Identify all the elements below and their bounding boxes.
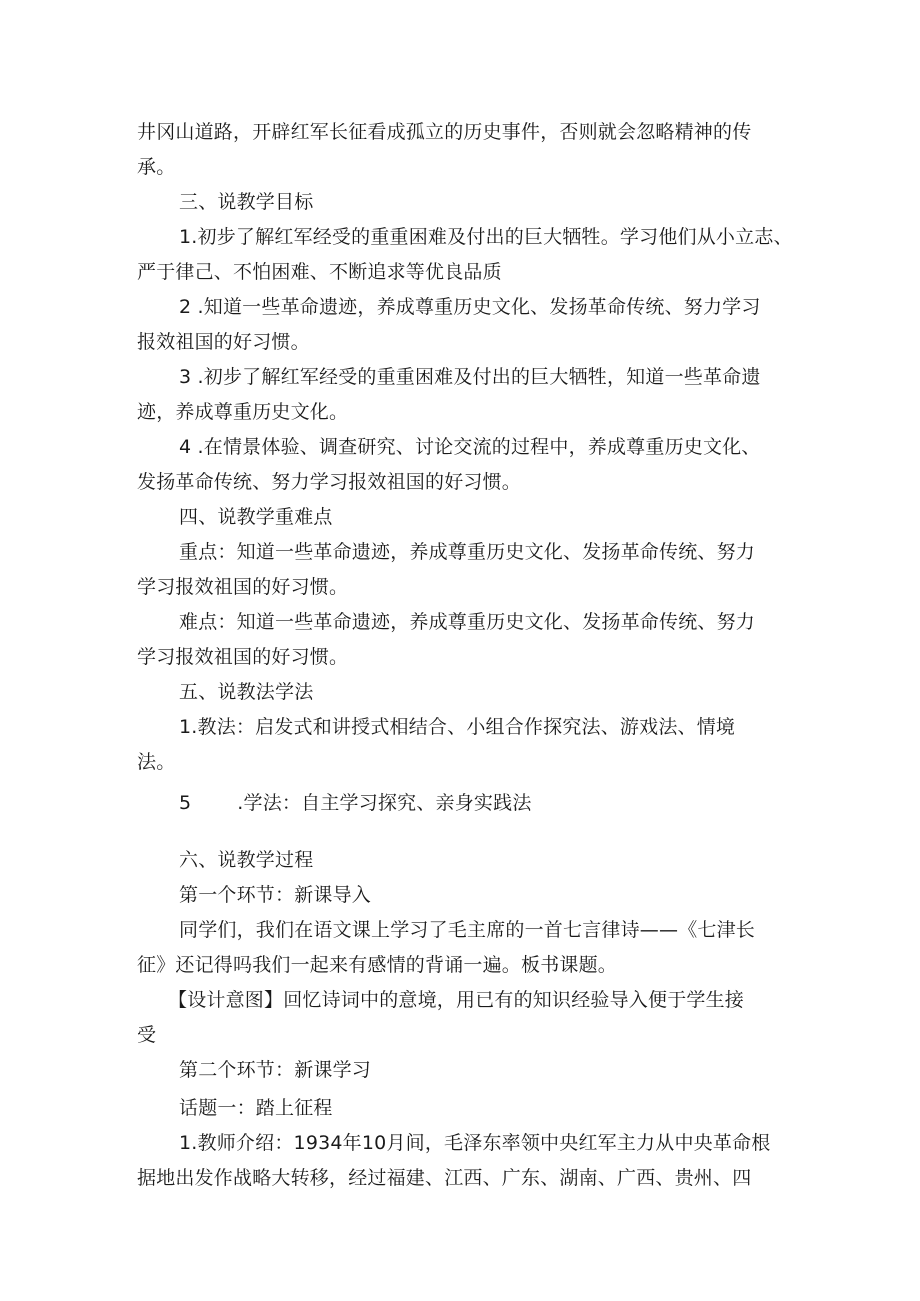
- text-line: 据地出发作战略大转移，经过福建、江西、广东、湖南、广西、贵州、四: [137, 1167, 752, 1189]
- text-line: 井冈山道路，开辟红军长征看成孤立的历史事件，否则就会忽略精神的传: [137, 121, 752, 143]
- text-line: 4 .在情景体验、调查研究、讨论交流的过程中，养成尊重历史文化、: [179, 436, 761, 458]
- text-line: 报效祖国的好习惯。: [137, 331, 310, 353]
- text-line: 重点：知道一些革命遗迹，养成尊重历史文化、发扬革命传统、努力: [179, 541, 756, 563]
- section-heading: 三、说教学目标: [179, 191, 314, 213]
- section-heading: 六、说教学过程: [179, 849, 314, 871]
- text-line: 1.教法：启发式和讲授式相结合、小组合作探究法、游戏法、情境: [179, 716, 736, 738]
- list-item-text: .学法：自主学习探究、亲身实践法: [237, 792, 532, 814]
- list-item: [179, 791, 532, 815]
- text-line: 1.初步了解红军经受的重重困难及付出的巨大牺牲。学习他们从小立志、: [179, 226, 793, 248]
- text-line: 迹，养成尊重历史文化。: [137, 401, 349, 423]
- text-line: 【设计意图】回忆诗词中的意境，用已有的知识经验导入便于学生接: [168, 989, 745, 1011]
- section-heading: 四、说教学重难点: [179, 506, 333, 528]
- text-line: 严于律己、不怕困难、不断追求等优良品质: [137, 261, 502, 283]
- text-line: 学习报效祖国的好习惯。: [137, 576, 349, 598]
- text-line: 难点：知道一些革命遗迹，养成尊重历史文化、发扬革命传统、努力: [179, 611, 756, 633]
- text-line: 征》还记得吗我们一起来有感情的背诵一遍。板书课题。: [137, 954, 618, 976]
- text-line: 2 .知道一些革命遗迹，养成尊重历史文化、发扬革命传统、努力学习: [179, 296, 761, 318]
- text-line: 第二个环节：新课学习: [179, 1059, 372, 1081]
- text-line: 同学们，我们在语文课上学习了毛主席的一首七言律诗——《七津长: [179, 919, 756, 941]
- text-line: 第一个环节：新课导入: [179, 884, 372, 906]
- section-heading: 五、说教法学法: [179, 681, 314, 703]
- text-line: 话题一：踏上征程: [179, 1097, 333, 1119]
- text-line: 法。: [137, 751, 176, 773]
- text-line: 学习报效祖国的好习惯。: [137, 646, 349, 668]
- list-item-number: 5: [179, 792, 192, 814]
- text-line: 发扬革命传统、努力学习报效祖国的好习惯。: [137, 471, 522, 493]
- text-line: 承。: [137, 156, 176, 178]
- text-line: 受: [137, 1024, 157, 1046]
- text-line: 3 .初步了解红军经受的重重困难及付出的巨大牺牲，知道一些革命遗: [179, 366, 761, 388]
- text-line: 1.教师介绍：1934年10月间，毛泽东率领中央红军主力从中央革命根: [179, 1132, 771, 1154]
